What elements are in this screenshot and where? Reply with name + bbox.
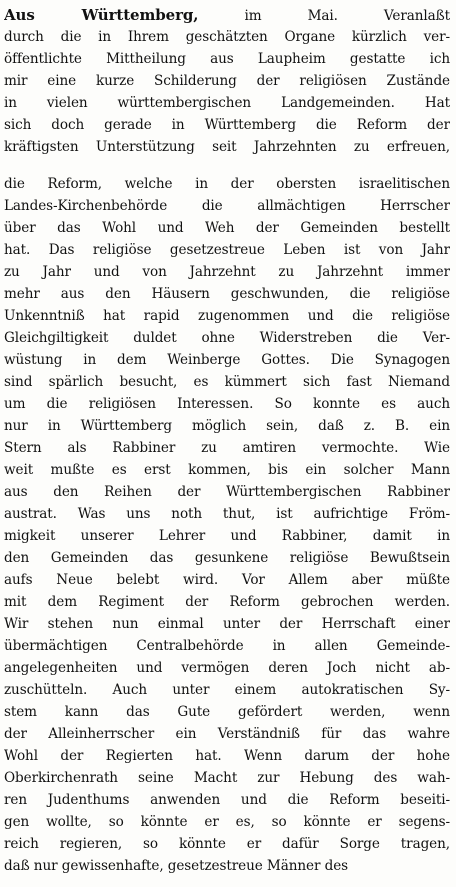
text-line: aus den Reihen der Württembergischen Rabbiner [4, 484, 450, 500]
text-line: sich doch gerade in Württemberg die Reform der [4, 117, 450, 133]
text-line: über das Wohl und Weh der Gemeinden bestellt [4, 220, 450, 236]
text-line: Oberkirchenrath seine Macht zur Hebung des wah- [4, 770, 450, 786]
text-line: der Alleinherrscher ein Verständniß für das wahre [4, 726, 450, 742]
text-line: Stern als Rabbiner zu amtiren vermochte. Wie [4, 440, 450, 456]
text-line: kräftigsten Unterstützung seit Jahrzehnten zu erfreuen, [4, 139, 450, 155]
text-line: in vielen württembergischen Landgemeinden. Hat [4, 95, 450, 111]
text-line: im Mai. Veranlaßt [198, 8, 450, 24]
text-line: daß nur gewissenhafte, gesetzestreue Männer des [4, 858, 349, 874]
text-line: gen wollte, so könnte er es, so könnte er segens- [4, 814, 450, 830]
text-line: Landes-Kirchenbehörde die allmächtigen Herrscher [4, 198, 450, 214]
text-line: migkeit unserer Lehrer und Rabbiner, damit in [4, 528, 450, 544]
text-line: stem kann das Gute gefördert werden, wenn [4, 704, 450, 720]
text-line: sind spärlich besucht, es kümmert sich fast Niemand [4, 374, 450, 390]
text-line: ren Judenthums anwenden und die Reform beseiti- [4, 792, 450, 808]
text-line: angelegenheiten und vermögen deren Joch nicht ab- [4, 660, 450, 676]
text-line: mit dem Regiment der Reform gebrochen werden. [4, 594, 450, 610]
text-line: hat. Das religiöse gesetzestreue Leben ist von Jahr [4, 242, 450, 258]
text-line: Wir stehen nun einmal unter der Herrschaft einer [4, 616, 450, 632]
text-line: nur in Württemberg möglich sein, daß z. B. ein [4, 418, 450, 434]
text-line: mehr aus den Häusern geschwunden, die religiöse [4, 286, 450, 302]
text-line: übermächtigen Centralbehörde in allen Gemeinde- [4, 638, 450, 654]
text-line: aufs Neue belebt wird. Vor Allem aber müßte [4, 572, 450, 588]
text-line: durch die in Ihrem geschätzten Organe kürzlich ver- [4, 29, 450, 45]
text-line: zu Jahr und von Jahrzehnt zu Jahrzehnt immer [4, 264, 450, 280]
text-line: Unkenntniß hat rapid zugenommen und die religiöse [4, 308, 450, 324]
text-line: die Reform, welche in der obersten israelitischen [4, 176, 450, 192]
text-line: reich regieren, so könnte er dafür Sorge tragen, [4, 836, 450, 852]
text-line: weit mußte es erst kommen, bis ein solcher Mann [4, 462, 450, 478]
text-line: wüstung in dem Weinberge Gottes. Die Synagogen [4, 352, 450, 368]
text-line: austrat. Was uns noth thut, ist aufrichtige Fröm- [4, 506, 450, 522]
text-line: den Gemeinden das gesunkene religiöse Bewußtsein [4, 550, 450, 566]
text-line: zuschütteln. Auch unter einem autokratischen Sy- [4, 682, 450, 698]
article-heading: Aus Württemberg, [4, 6, 199, 24]
text-line: Gleichgiltigkeit duldet ohne Widerstreben die Ver- [4, 330, 450, 346]
text-line: öffentlichte Mittheilung aus Laupheim gestatte ich [4, 51, 450, 67]
text-line: Wohl der Regierten hat. Wenn darum der hohe [4, 748, 450, 764]
text-line: um die religiösen Interessen. So konnte es auch [4, 396, 450, 412]
article-first-line [4, 4, 450, 26]
text-line: mir eine kurze Schilderung der religiösen Zustände [4, 73, 450, 89]
